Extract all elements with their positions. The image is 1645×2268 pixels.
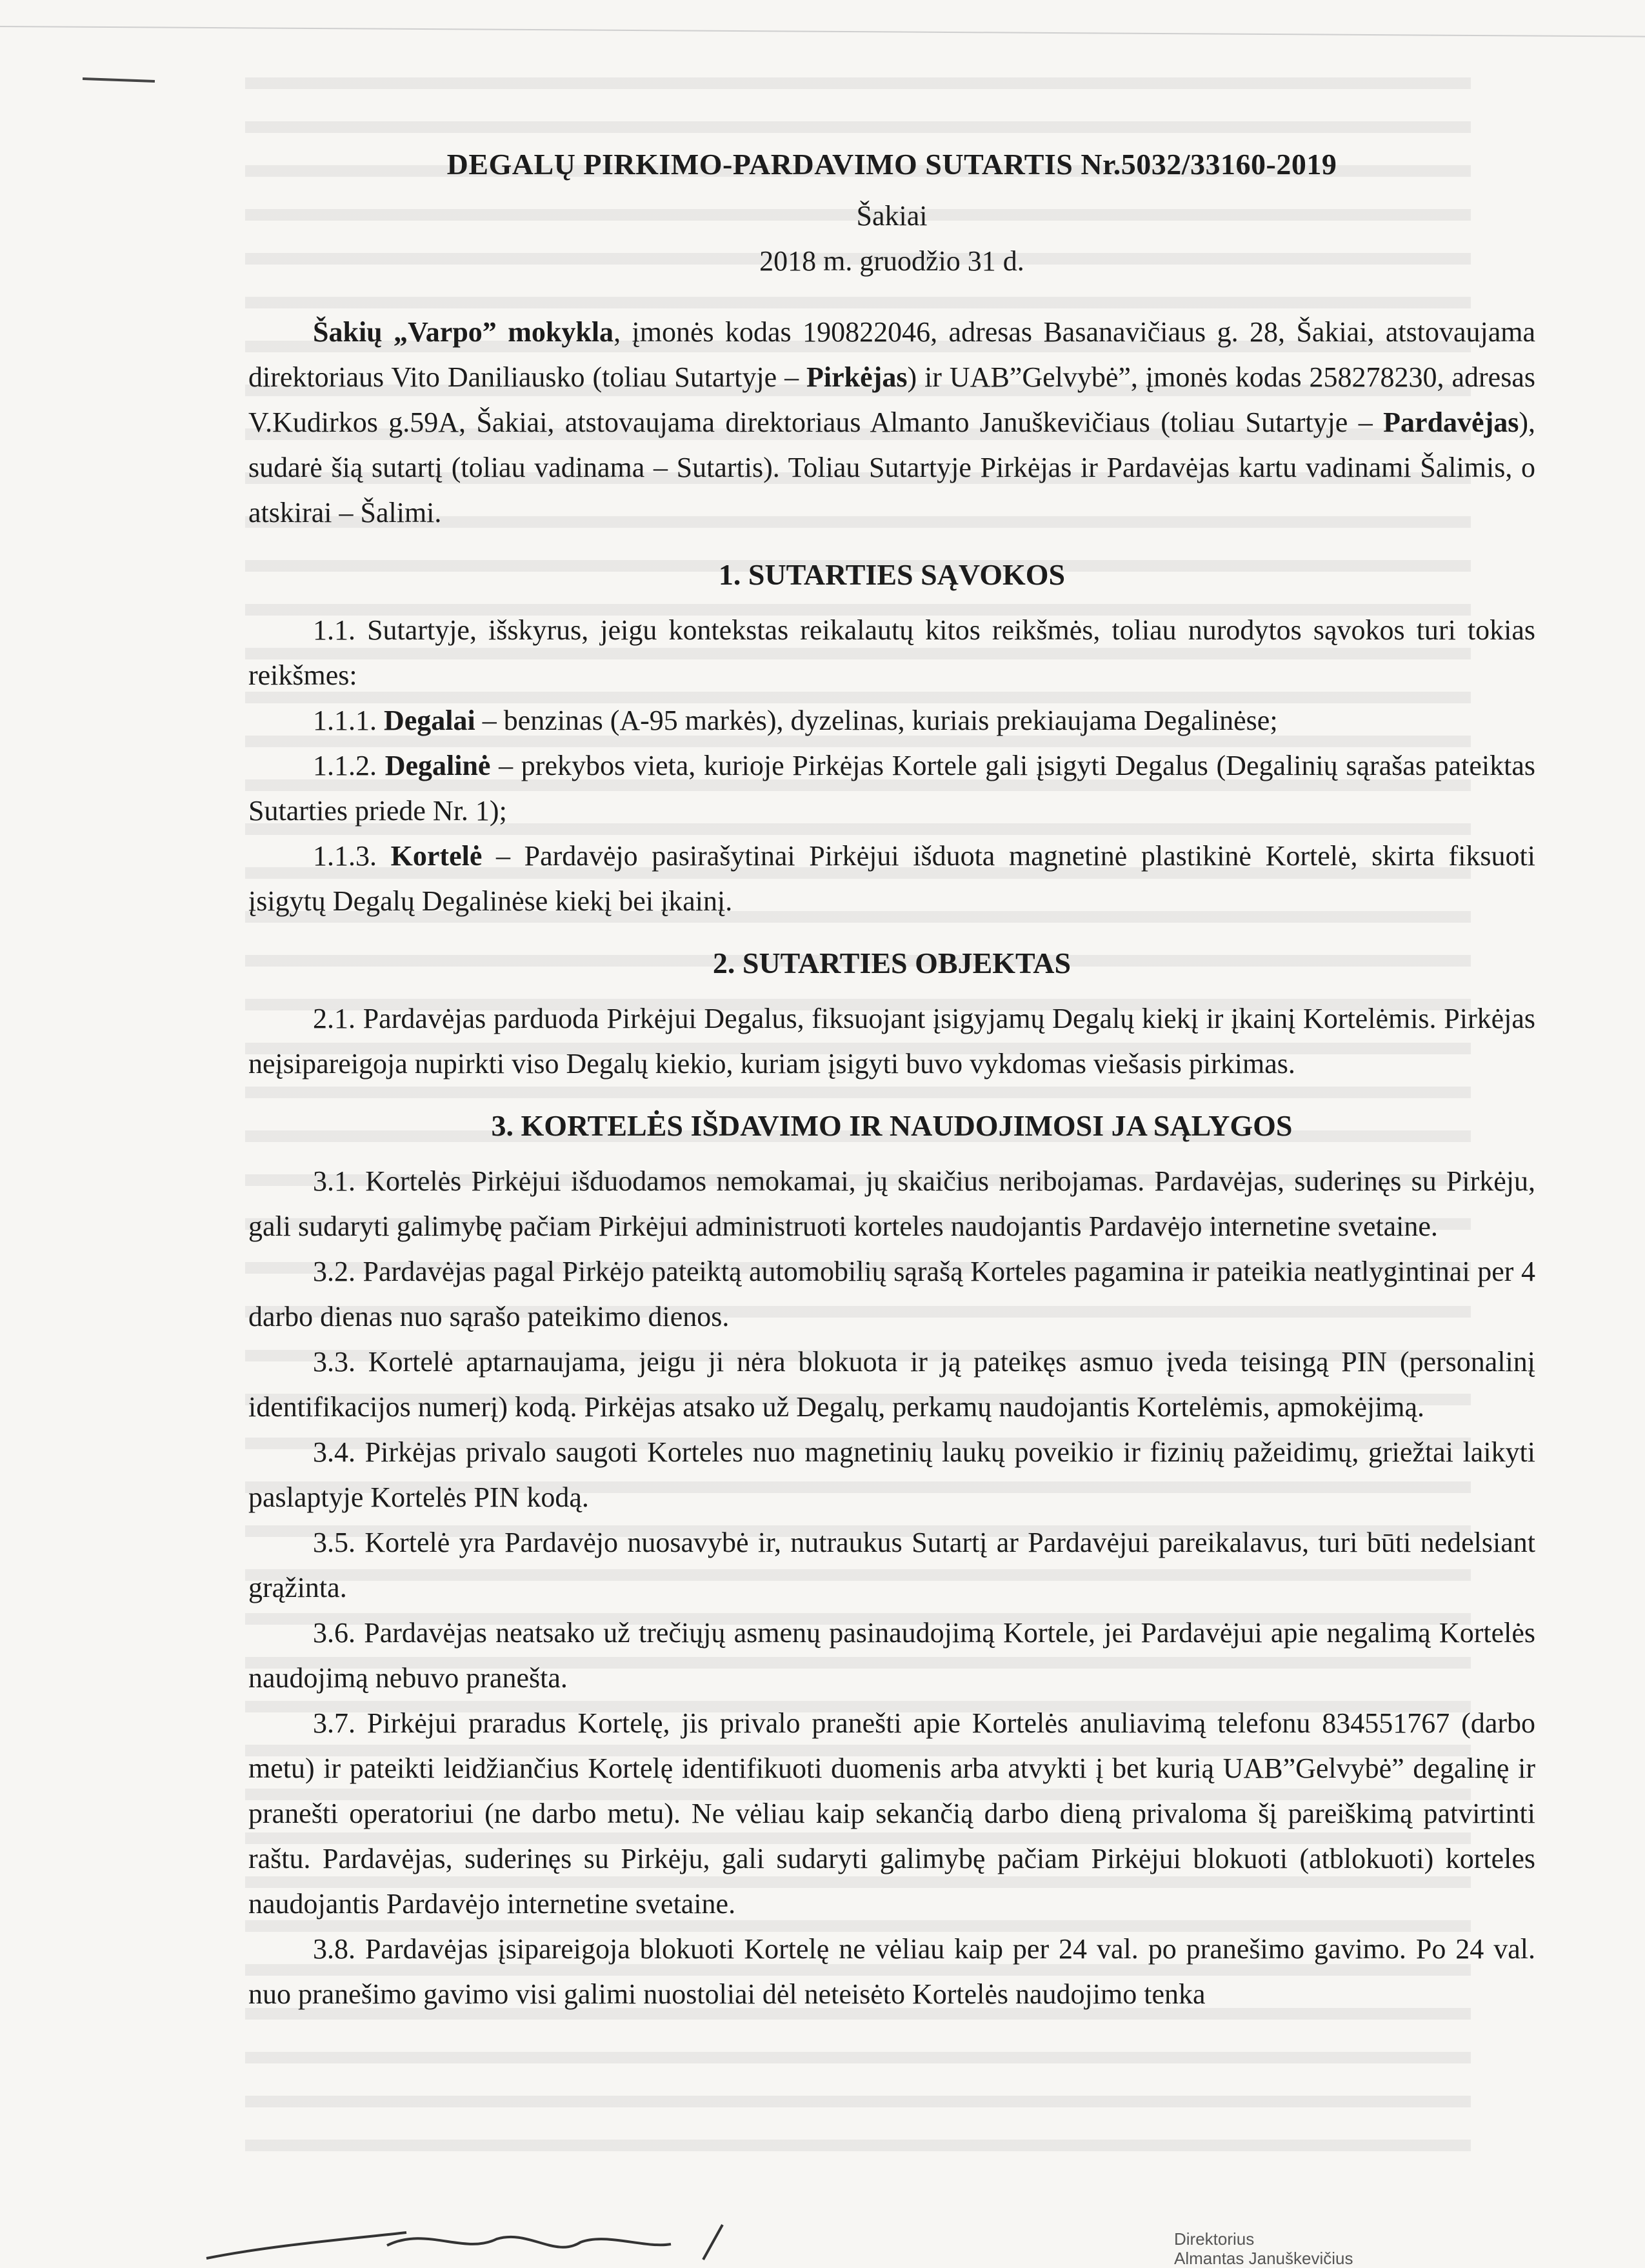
page-edge-line: [0, 0, 1645, 37]
clause-3-8: 3.8. Pardavėjas įsipareigoja blokuoti Kortelę ne vėliau kaip per 24 val. po pranešimo gavimo. Po 24 val. nuo pranešimo gavimo visi galimi nuostoliai dėl neteisėto Kortelės naudojimo tenka: [248, 1933, 1535, 2010]
clause-1-1-2: 1.1.2. Degalinė – prekybos vieta, kurioje Pirkėjas Kortele gali įsigyti Degalus (Degalinių sąrašas pateiktas Sutarties priede Nr. 1);: [248, 750, 1536, 827]
document-place: Šakiai: [856, 200, 928, 232]
clause-3-6: 3.6. Pardavėjas neatsako už trečiųjų asmenų pasinaudojimą Kortele, jei Pardavėjui apie negalimą Kortelės naudojimą nebuvo pranešta.: [248, 1617, 1535, 1694]
buyer-name: Šakių „Varpo” mokykla: [313, 316, 614, 348]
clause-3-1: 3.1. Kortelės Pirkėjui išduodamos nemokamai, jų skaičius neribojamas. Pardavėjas, suderinęs su Pirkėju, gali sudaryti galimybę pačiam Pirkėjui administruoti korteles naudojantis Pardavėjo internetine svetaine.: [248, 1165, 1535, 1242]
stamp-name: Almantas Januškevičius: [1174, 2249, 1353, 2268]
clause-1-1: 1.1. Sutartyje, išskyrus, jeigu kontekstas reikalautų kitos reikšmės, toliau nurodytos sąvokos turi tokias reikšmes:: [248, 614, 1535, 691]
section-3-heading: 3. KORTELĖS IŠDAVIMO IR NAUDOJIMOSI JA SĄLYGOS: [491, 1109, 1293, 1142]
clause-3-7: 3.7. Pirkėjui praradus Kortelę, jis privalo pranešti apie Kortelės anuliavimą telefonu 834551767 (darbo metu) ir pateikti leidžiančius Kortelę identifikuoti duomenis arba atvykti į bet kurią UAB”Gelvybė” degalinę ir pranešti operatoriui (ne darbo metu). Ne vėliau kaip sekančią darbo dieną privaloma šį pareiškimą patvirtinti raštu. Pardavėjas, suderinęs su Pirkėju, gali sudaryti galimybę pačiam Pirkėjui blokuoti (atblokuoti) korteles naudojantis Pardavėjo internetine svetaine.: [248, 1707, 1535, 1920]
document-title: DEGALŲ PIRKIMO-PARDAVIMO SUTARTIS Nr.5032/33160-2019: [446, 148, 1337, 181]
clause-1-1-1: 1.1.1. Degalai – benzinas (A-95 markės), dyzelinas, kuriais prekiaujama Degalinėse;: [313, 705, 1278, 736]
section-2-heading: 2. SUTARTIES OBJEKTAS: [712, 947, 1072, 979]
seller-role: Pardavėjas: [1383, 406, 1519, 438]
buyer-role: Pirkėjas: [806, 361, 908, 393]
clause-1-1-3: 1.1.3. Kortelė – Pardavėjo pasirašytinai Pirkėjui išduota magnetinė plastikinė Kortelė, skirta fiksuoti įsigytų Degalų Degalinėse kiekį bei įkainį.: [248, 840, 1536, 917]
document-date: 2018 m. gruodžio 31 d.: [759, 245, 1024, 277]
clause-3-3: 3.3. Kortelė aptarnaujama, jeigu ji nėra blokuota ir ją pateikęs asmuo įveda teisingą PIN (personalinį identifikacijos numerį) kodą. Pirkėjas atsako už Degalų, perkamų naudojantis Kortelėmis, apmokėjimą.: [248, 1346, 1535, 1423]
clause-3-4: 3.4. Pirkėjas privalo saugoti Korteles nuo magnetinių laukų poveikio ir fizinių pažeidimų, griežtai laikyti paslaptyje Kortelės PIN kodą.: [248, 1436, 1535, 1513]
clause-3-2: 3.2. Pardavėjas pagal Pirkėjo pateiktą automobilių sąrašą Korteles pagamina ir pateikia neatlygintinai per 4 darbo dienas nuo sąrašo pateikimo dienos.: [248, 1256, 1535, 1332]
signatory-stamp: [1174, 2229, 1353, 2268]
clause-2-1: 2.1. Pardavėjas parduoda Pirkėjui Degalus, fiksuojant įsigyjamų Degalų kiekį ir įkainį Kortelėmis. Pirkėjas neįsipareigoja nupirkti viso Degalų kiekio, kuriam įsigyti buvo vykdomas viešasis pirkimas.: [248, 1003, 1535, 1079]
clause-3-5: 3.5. Kortelė yra Pardavėjo nuosavybė ir, nutraukus Sutartį ar Pardavėjui pareikalavus, turi būti nedelsiant grąžinta.: [248, 1527, 1535, 1603]
contract-body: [248, 142, 1535, 2017]
pen-mark: [83, 77, 155, 83]
section-1-heading: 1. SUTARTIES SĄVOKOS: [718, 558, 1066, 591]
handwritten-signature: [194, 2220, 839, 2263]
stamp-title: Direktorius: [1174, 2229, 1255, 2249]
intro-paragraph: Šakių „Varpo” mokykla, įmonės kodas 190822046, adresas Basanavičiaus g. 28, Šakiai, atstovaujama direktoriaus Vito Daniliausko (toliau Sutartyje – Pirkėjas) ir UAB”Gelvybė”, įmonės kodas 258278230, adresas V.Kudirkos g.59A, Šakiai, atstovaujama direktoriaus Almanto Januškevičiaus (toliau Sutartyje – Pardavėjas), sudarė šią sutartį (toliau vadinama – Sutartis). Toliau Sutartyje Pirkėjas ir Pardavėjas kartu vadinami Šalimis, o atskirai – Šalimi.: [248, 316, 1535, 528]
